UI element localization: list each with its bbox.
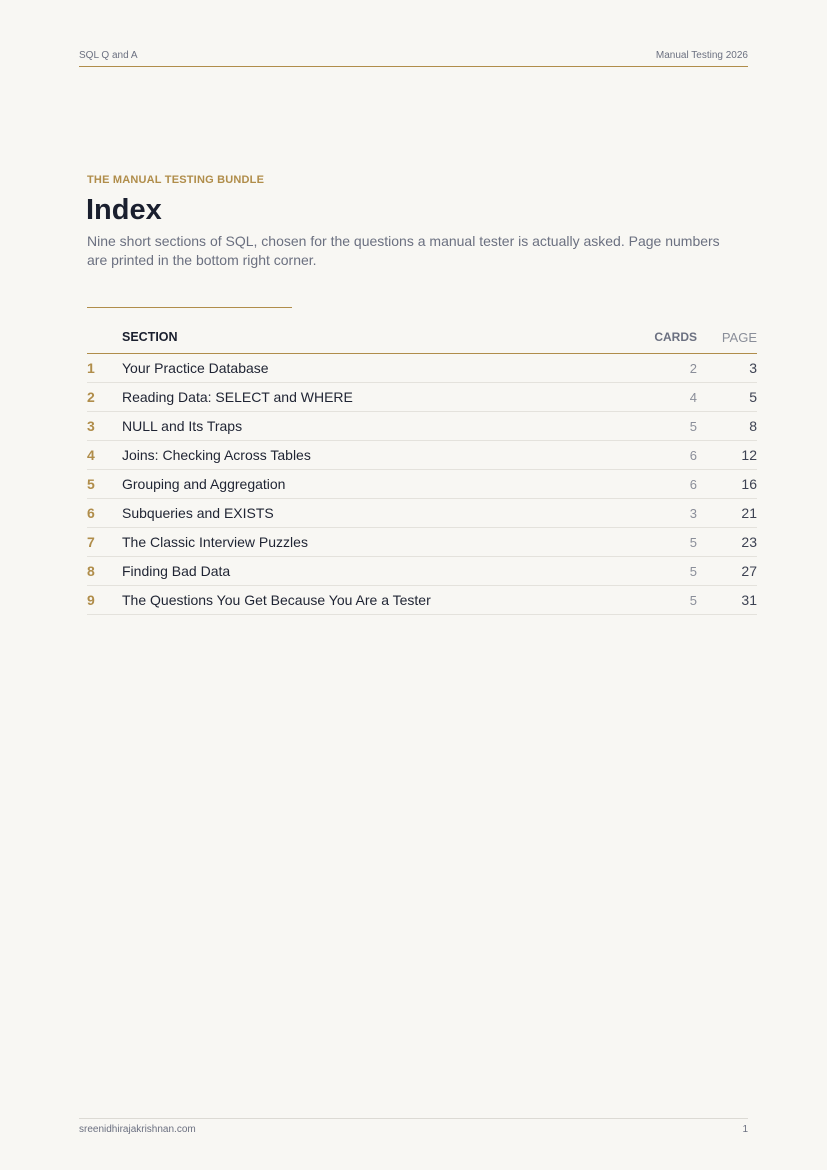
- section-title: Your Practice Database: [122, 354, 607, 383]
- section-card-count: 5: [607, 528, 697, 557]
- section-page-number: 16: [697, 470, 757, 499]
- section-title: The Classic Interview Puzzles: [122, 528, 607, 557]
- header-doc-title: SQL Q and A: [79, 50, 138, 61]
- index-table: [87, 321, 757, 615]
- section-number: 4: [87, 441, 122, 470]
- column-header-page: PAGE: [697, 321, 757, 354]
- footer-page-number: 1: [742, 1124, 748, 1135]
- section-number: 9: [87, 586, 122, 615]
- page-title: Index: [86, 194, 162, 226]
- section-title: Reading Data: SELECT and WHERE: [122, 383, 607, 412]
- page-footer: [79, 1118, 748, 1139]
- section-number: 5: [87, 470, 122, 499]
- accent-divider: [87, 307, 292, 308]
- section-title: NULL and Its Traps: [122, 412, 607, 441]
- table-row: [87, 383, 757, 412]
- section-title: Subqueries and EXISTS: [122, 499, 607, 528]
- section-page-number: 27: [697, 557, 757, 586]
- table-row: [87, 557, 757, 586]
- table-row: [87, 441, 757, 470]
- section-card-count: 5: [607, 586, 697, 615]
- intro-paragraph: Nine short sections of SQL, chosen for the questions a manual tester is actually asked. Page numbers are printed in the bottom right corner.: [87, 233, 720, 268]
- column-header-section: SECTION: [122, 321, 607, 354]
- section-number: 2: [87, 383, 122, 412]
- section-number: 8: [87, 557, 122, 586]
- section-title: Joins: Checking Across Tables: [122, 441, 607, 470]
- section-card-count: 4: [607, 383, 697, 412]
- column-header-cards: CARDS: [607, 321, 697, 354]
- section-title: Grouping and Aggregation: [122, 470, 607, 499]
- section-title: Finding Bad Data: [122, 557, 607, 586]
- section-page-number: 31: [697, 586, 757, 615]
- table-row: [87, 470, 757, 499]
- section-page-number: 23: [697, 528, 757, 557]
- table-row: [87, 354, 757, 383]
- section-card-count: 2: [607, 354, 697, 383]
- section-page-number: 21: [697, 499, 757, 528]
- section-page-number: 12: [697, 441, 757, 470]
- section-number: 7: [87, 528, 122, 557]
- table-row: [87, 528, 757, 557]
- section-card-count: 5: [607, 557, 697, 586]
- eyebrow-label: THE MANUAL TESTING BUNDLE: [87, 174, 265, 186]
- section-title: The Questions You Get Because You Are a Tester: [122, 586, 607, 615]
- section-page-number: 3: [697, 354, 757, 383]
- index-table-header-row: [87, 321, 757, 354]
- section-card-count: 5: [607, 412, 697, 441]
- section-page-number: 8: [697, 412, 757, 441]
- table-row: [87, 499, 757, 528]
- section-number: 3: [87, 412, 122, 441]
- section-number: 1: [87, 354, 122, 383]
- page-header: [79, 49, 748, 67]
- section-number: 6: [87, 499, 122, 528]
- table-row: [87, 412, 757, 441]
- section-card-count: 3: [607, 499, 697, 528]
- table-row: [87, 586, 757, 615]
- section-card-count: 6: [607, 441, 697, 470]
- header-series-title: Manual Testing 2026: [655, 50, 748, 61]
- column-header-number: [87, 321, 122, 354]
- section-card-count: 6: [607, 470, 697, 499]
- footer-website: sreenidhirajakrishnan.com: [79, 1124, 196, 1135]
- section-page-number: 5: [697, 383, 757, 412]
